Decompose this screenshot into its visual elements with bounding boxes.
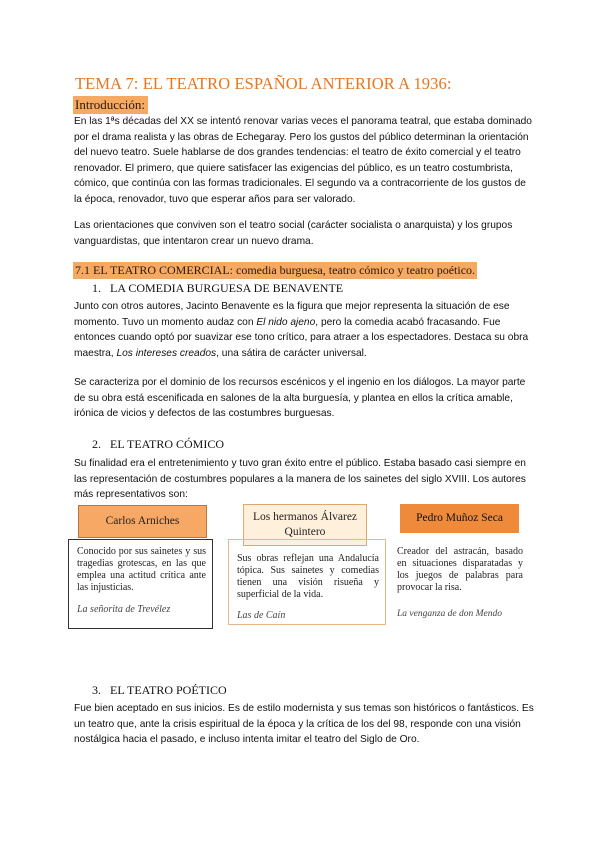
intro-paragraph-1: En las 1ªs décadas del XX se intentó renovar varias veces el panorama teatral, que estaba dominado por el drama realista y las obras de Echegaray. Pero los gustos del público determinan la orientación del nuevo teatro. Suele hablarse de dos grandes tendencias: el teatro de éxito comercial y el teatro renovador. El primero, que quiere satisfacer las exigencias del público, es un teatro costumbrista, cómico, que continúa con las formas tradicionales. El segundo va a contracorriente de los gustos de la época, renovador, tuvo que esperar años para ser valorado. (74, 116, 532, 205)
subheading-text: LA COMEDIA BURGUESA DE BENAVENTE (110, 281, 344, 295)
subheading-number: 3. (92, 683, 101, 697)
author-label-arniches: Carlos Arniches (78, 505, 207, 538)
comico-paragraph: Su finalidad era el entretenimiento y tuvo gran éxito entre el público. Estaba basado casi siempre en las representación de costumbres populares a la manera de los sainetes del siglo XVIII. Los autores más representativos son: (74, 458, 526, 500)
representative-work: La señorita de Trevélez (77, 604, 171, 615)
intro-paragraph-2: Las orientaciones que conviven son el teatro social (carácter socialista o anarquista) y los grupos vanguardistas, que intentaron crear un nuevo drama. (74, 220, 513, 247)
author-desc-alvarez-quintero: Sus obras reflejan una Andalucía tópica. Sus sainetes y comedias tienen una visión risueña y superficial de la vida. Las de Caín (228, 539, 386, 625)
benavente-paragraph-2: Se caracteriza por el dominio de los recursos escénicos y el ingenio en los diálogos. La mayor parte de su obra está escenificada en salones de la alta burguesía, y plantea en ellos la crítica amable, irónica de vicios y defectos de las costumbres burguesas. (74, 377, 526, 419)
subheading-text: EL TEATRO POÉTICO (110, 683, 227, 697)
subheading-text: EL TEATRO CÓMICO (110, 437, 224, 451)
section-heading: 7.1 EL TEATRO COMERCIAL: comedia burguesa, teatro cómico y teatro poético. (75, 263, 476, 277)
work-title: Los intereses creados (116, 347, 217, 359)
work-title: El nido ajeno (256, 316, 316, 328)
subheading-benavente (92, 281, 343, 296)
intro-heading: Introducción: (73, 96, 148, 114)
subheading-poetico (92, 683, 227, 698)
subheading-number: 2. (92, 437, 101, 451)
poetico-paragraph: Fue bien aceptado en sus inicios. Es de estilo modernista y sus temas son históricos o fantásticos. Es un teatro que, ante la crisis espiritual de la época y la crítica de los del 98, responde con una visión nostálgica hacia el pasado, e incluso intenta imitar el teatro del Siglo de Oro. (74, 703, 534, 745)
benavente-paragraph-1: Junto con otros autores, Jacinto Benavente es la figura que mejor representa la situación de ese momento. Tuvo un momento audaz con El nido ajeno, pero la comedia acabó fracasando. Fue entonces cuando optó por suavizar ese tono crítico, para atraer a los espectadores. Destaca su obra maestra, Los intereses creados, una sátira de carácter universal. (74, 301, 529, 359)
author-label-alvarez-quintero: Los hermanos Álvarez Quintero (243, 504, 367, 546)
page-title: TEMA 7: EL TEATRO ESPAÑOL ANTERIOR A 1936: (75, 74, 452, 93)
author-desc-munoz-seca: Creador del astracán, basado en situaciones disparatadas y los juegos de palabras para provocar la risa. La venganza de don Mendo (397, 546, 523, 619)
subheading-number: 1. (92, 281, 101, 295)
subheading-comico (92, 437, 224, 452)
author-desc-arniches: Conocido por sus sainetes y sus tragedias grotescas, en las que emplea una actitud crítica ante las injusticias. La señorita de Trevélez (68, 539, 213, 629)
author-label-munoz-seca: Pedro Muñoz Seca (400, 504, 519, 533)
representative-work: La venganza de don Mendo (397, 609, 503, 619)
representative-work: Las de Caín (237, 610, 286, 621)
